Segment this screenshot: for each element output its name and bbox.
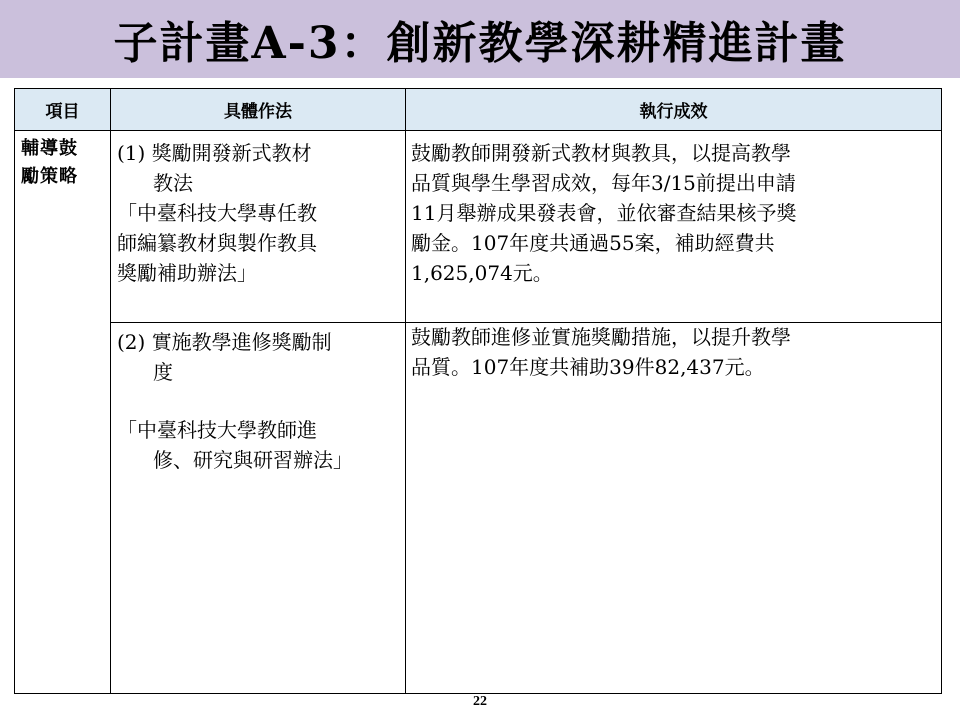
method-line: 修、研究與研習辦法」 xyxy=(153,448,353,472)
page-number: 22 xyxy=(473,694,487,709)
title-bar xyxy=(0,0,960,78)
method-line: 度 xyxy=(153,360,173,384)
table-header xyxy=(15,89,941,131)
method-cell-1 xyxy=(117,138,317,288)
result-line: 鼓勵教師開發新式教材與教具，以提高教學 xyxy=(411,141,791,165)
header-result: 執行成效 xyxy=(639,102,708,122)
divider xyxy=(405,89,406,693)
result-line: 品質。107年度共補助39件82,437元。 xyxy=(411,355,765,379)
method-line: 「中臺科技大學教師進 xyxy=(117,418,317,442)
result-cell-2 xyxy=(411,322,791,382)
result-line: 1,625,074元。 xyxy=(411,261,553,285)
method-cell-2 xyxy=(117,327,353,475)
result-line: 鼓勵教師進修並實施獎勵措施，以提升教學 xyxy=(411,325,791,349)
method-line: (1) 獎勵開發新式教材 xyxy=(117,141,312,165)
category-line: 勵策略 xyxy=(21,166,78,187)
results-table xyxy=(14,88,942,694)
result-line: 品質與學生學習成效，每年3/15前提出申請 xyxy=(411,171,796,195)
result-line: 勵金。107年度共通過55案，補助經費共 xyxy=(411,231,775,255)
divider xyxy=(110,89,111,693)
method-line: 教法 xyxy=(153,171,193,195)
method-line: 獎勵補助辦法」 xyxy=(117,261,257,285)
result-line: 11月舉辦成果發表會，並依審查結果核予獎 xyxy=(411,201,797,225)
category-cell xyxy=(21,135,109,191)
header-item: 項目 xyxy=(45,102,80,122)
method-line: 師編纂教材與製作教具 xyxy=(117,231,317,255)
page-title: 子計畫A-3：創新教學深耕精進計畫 xyxy=(113,18,847,69)
category-line: 輔導鼓 xyxy=(21,138,78,159)
result-cell-1 xyxy=(411,138,796,288)
method-line: (2) 實施教學進修獎勵制 xyxy=(117,330,332,354)
method-line: 「中臺科技大學專任教 xyxy=(117,201,317,225)
header-method: 具體作法 xyxy=(224,102,292,122)
